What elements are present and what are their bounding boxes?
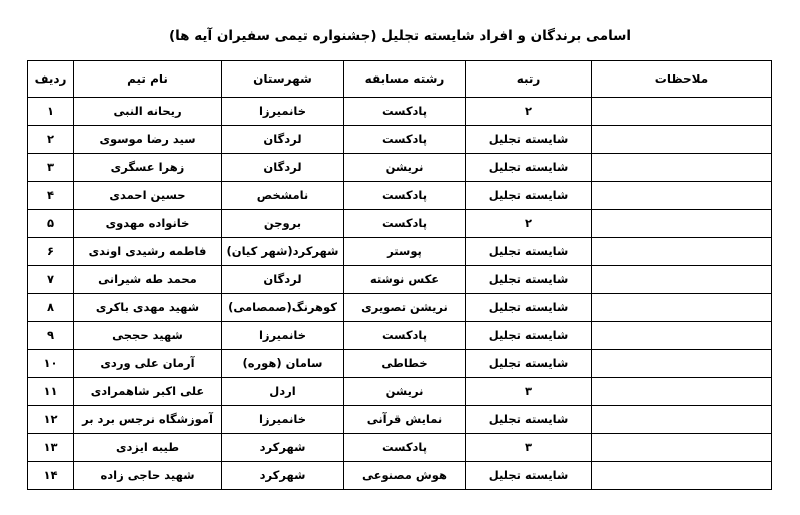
cell-competition-field: نریشن تصویری xyxy=(344,294,466,322)
cell-competition-field: پادکست xyxy=(344,434,466,462)
cell-rank: شایسته تجلیل xyxy=(466,266,592,294)
table-container xyxy=(0,60,800,490)
cell-notes xyxy=(592,378,772,406)
results-table xyxy=(27,60,772,490)
cell-row-number: ۹ xyxy=(28,322,74,350)
cell-row-number: ۱۱ xyxy=(28,378,74,406)
cell-team-name: شهید حاجی زاده xyxy=(74,462,222,490)
cell-row-number: ۱۰ xyxy=(28,350,74,378)
cell-team-name: محمد طه شیرانی xyxy=(74,266,222,294)
page-title: اسامی برندگان و افراد شایسته تجلیل (جشنواره تیمی سفیران آیه ها) xyxy=(168,28,632,44)
cell-team-name: خانواده مهدوی xyxy=(74,210,222,238)
cell-rank: ۲ xyxy=(466,98,592,126)
cell-city: لردگان xyxy=(222,154,344,182)
cell-rank: شایسته تجلیل xyxy=(466,294,592,322)
table-row xyxy=(28,182,772,210)
table-row xyxy=(28,434,772,462)
table-header-row xyxy=(28,61,772,98)
table-row xyxy=(28,350,772,378)
cell-competition-field: خطاطی xyxy=(344,350,466,378)
cell-row-number: ۷ xyxy=(28,266,74,294)
table-row xyxy=(28,378,772,406)
cell-notes xyxy=(592,210,772,238)
cell-row-number: ۱۳ xyxy=(28,434,74,462)
table-row xyxy=(28,462,772,490)
cell-notes xyxy=(592,98,772,126)
cell-team-name: زهرا عسگری xyxy=(74,154,222,182)
cell-city: اردل xyxy=(222,378,344,406)
cell-city: لردگان xyxy=(222,266,344,294)
cell-rank: ۲ xyxy=(466,210,592,238)
cell-city: کوهرنگ(صمصامی) xyxy=(222,294,344,322)
cell-city: شهرکرد xyxy=(222,434,344,462)
cell-team-name: آرمان علی وردی xyxy=(74,350,222,378)
cell-rank: شایسته تجلیل xyxy=(466,322,592,350)
cell-notes xyxy=(592,434,772,462)
column-header-city: شهرستان xyxy=(222,61,344,98)
cell-rank: شایسته تجلیل xyxy=(466,126,592,154)
cell-team-name: علی اکبر شاهمرادی xyxy=(74,378,222,406)
cell-competition-field: پادکست xyxy=(344,322,466,350)
table-row xyxy=(28,126,772,154)
cell-rank: ۳ xyxy=(466,378,592,406)
cell-row-number: ۶ xyxy=(28,238,74,266)
cell-notes xyxy=(592,322,772,350)
cell-competition-field: پادکست xyxy=(344,126,466,154)
cell-rank: شایسته تجلیل xyxy=(466,238,592,266)
cell-team-name: حسین احمدی xyxy=(74,182,222,210)
cell-rank: شایسته تجلیل xyxy=(466,462,592,490)
table-row xyxy=(28,238,772,266)
cell-rank: شایسته تجلیل xyxy=(466,154,592,182)
cell-notes xyxy=(592,182,772,210)
cell-row-number: ۱ xyxy=(28,98,74,126)
cell-notes xyxy=(592,462,772,490)
cell-row-number: ۵ xyxy=(28,210,74,238)
column-header-competition-field: رشته مسابقه xyxy=(344,61,466,98)
cell-rank: شایسته تجلیل xyxy=(466,406,592,434)
cell-notes xyxy=(592,294,772,322)
table-row xyxy=(28,98,772,126)
cell-competition-field: نریشن xyxy=(344,378,466,406)
cell-notes xyxy=(592,406,772,434)
column-header-row-number: ردیف xyxy=(28,61,74,98)
table-row xyxy=(28,322,772,350)
cell-city: سامان (هوره) xyxy=(222,350,344,378)
cell-competition-field: نمایش قرآنی xyxy=(344,406,466,434)
cell-row-number: ۱۲ xyxy=(28,406,74,434)
table-row xyxy=(28,210,772,238)
column-header-team-name: نام تیم xyxy=(74,61,222,98)
cell-competition-field: پوستر xyxy=(344,238,466,266)
cell-rank: شایسته تجلیل xyxy=(466,182,592,210)
cell-competition-field: پادکست xyxy=(344,182,466,210)
column-header-notes: ملاحظات xyxy=(592,61,772,98)
cell-competition-field: پادکست xyxy=(344,210,466,238)
table-row xyxy=(28,406,772,434)
cell-team-name: شهید مهدی باکری xyxy=(74,294,222,322)
table-row xyxy=(28,154,772,182)
cell-city: شهرکرد xyxy=(222,462,344,490)
cell-team-name: شهید حججی xyxy=(74,322,222,350)
cell-notes xyxy=(592,238,772,266)
cell-team-name: طیبه ایزدی xyxy=(74,434,222,462)
table-row xyxy=(28,266,772,294)
cell-city: خانمیرزا xyxy=(222,322,344,350)
cell-row-number: ۱۴ xyxy=(28,462,74,490)
cell-row-number: ۳ xyxy=(28,154,74,182)
cell-competition-field: عکس نوشته xyxy=(344,266,466,294)
cell-competition-field: پادکست xyxy=(344,98,466,126)
cell-notes xyxy=(592,126,772,154)
cell-notes xyxy=(592,350,772,378)
cell-city: بروجن xyxy=(222,210,344,238)
cell-notes xyxy=(592,266,772,294)
cell-team-name: ریحانه النبی xyxy=(74,98,222,126)
table-header xyxy=(28,61,772,98)
cell-row-number: ۴ xyxy=(28,182,74,210)
cell-competition-field: هوش مصنوعی xyxy=(344,462,466,490)
cell-city: لردگان xyxy=(222,126,344,154)
table-body xyxy=(28,98,772,490)
cell-city: خانمیرزا xyxy=(222,406,344,434)
column-header-rank: رتبه xyxy=(466,61,592,98)
cell-competition-field: نریشن xyxy=(344,154,466,182)
cell-row-number: ۸ xyxy=(28,294,74,322)
table-row xyxy=(28,294,772,322)
cell-rank: ۳ xyxy=(466,434,592,462)
cell-rank: شایسته تجلیل xyxy=(466,350,592,378)
cell-team-name: سید رضا موسوی xyxy=(74,126,222,154)
cell-notes xyxy=(592,154,772,182)
cell-city: شهرکرد(شهر کیان) xyxy=(222,238,344,266)
cell-team-name: فاطمه رشیدی اوندی xyxy=(74,238,222,266)
cell-row-number: ۲ xyxy=(28,126,74,154)
cell-team-name: آموزشگاه نرجس برد بر xyxy=(74,406,222,434)
cell-city: نامشخص xyxy=(222,182,344,210)
cell-city: خانمیرزا xyxy=(222,98,344,126)
